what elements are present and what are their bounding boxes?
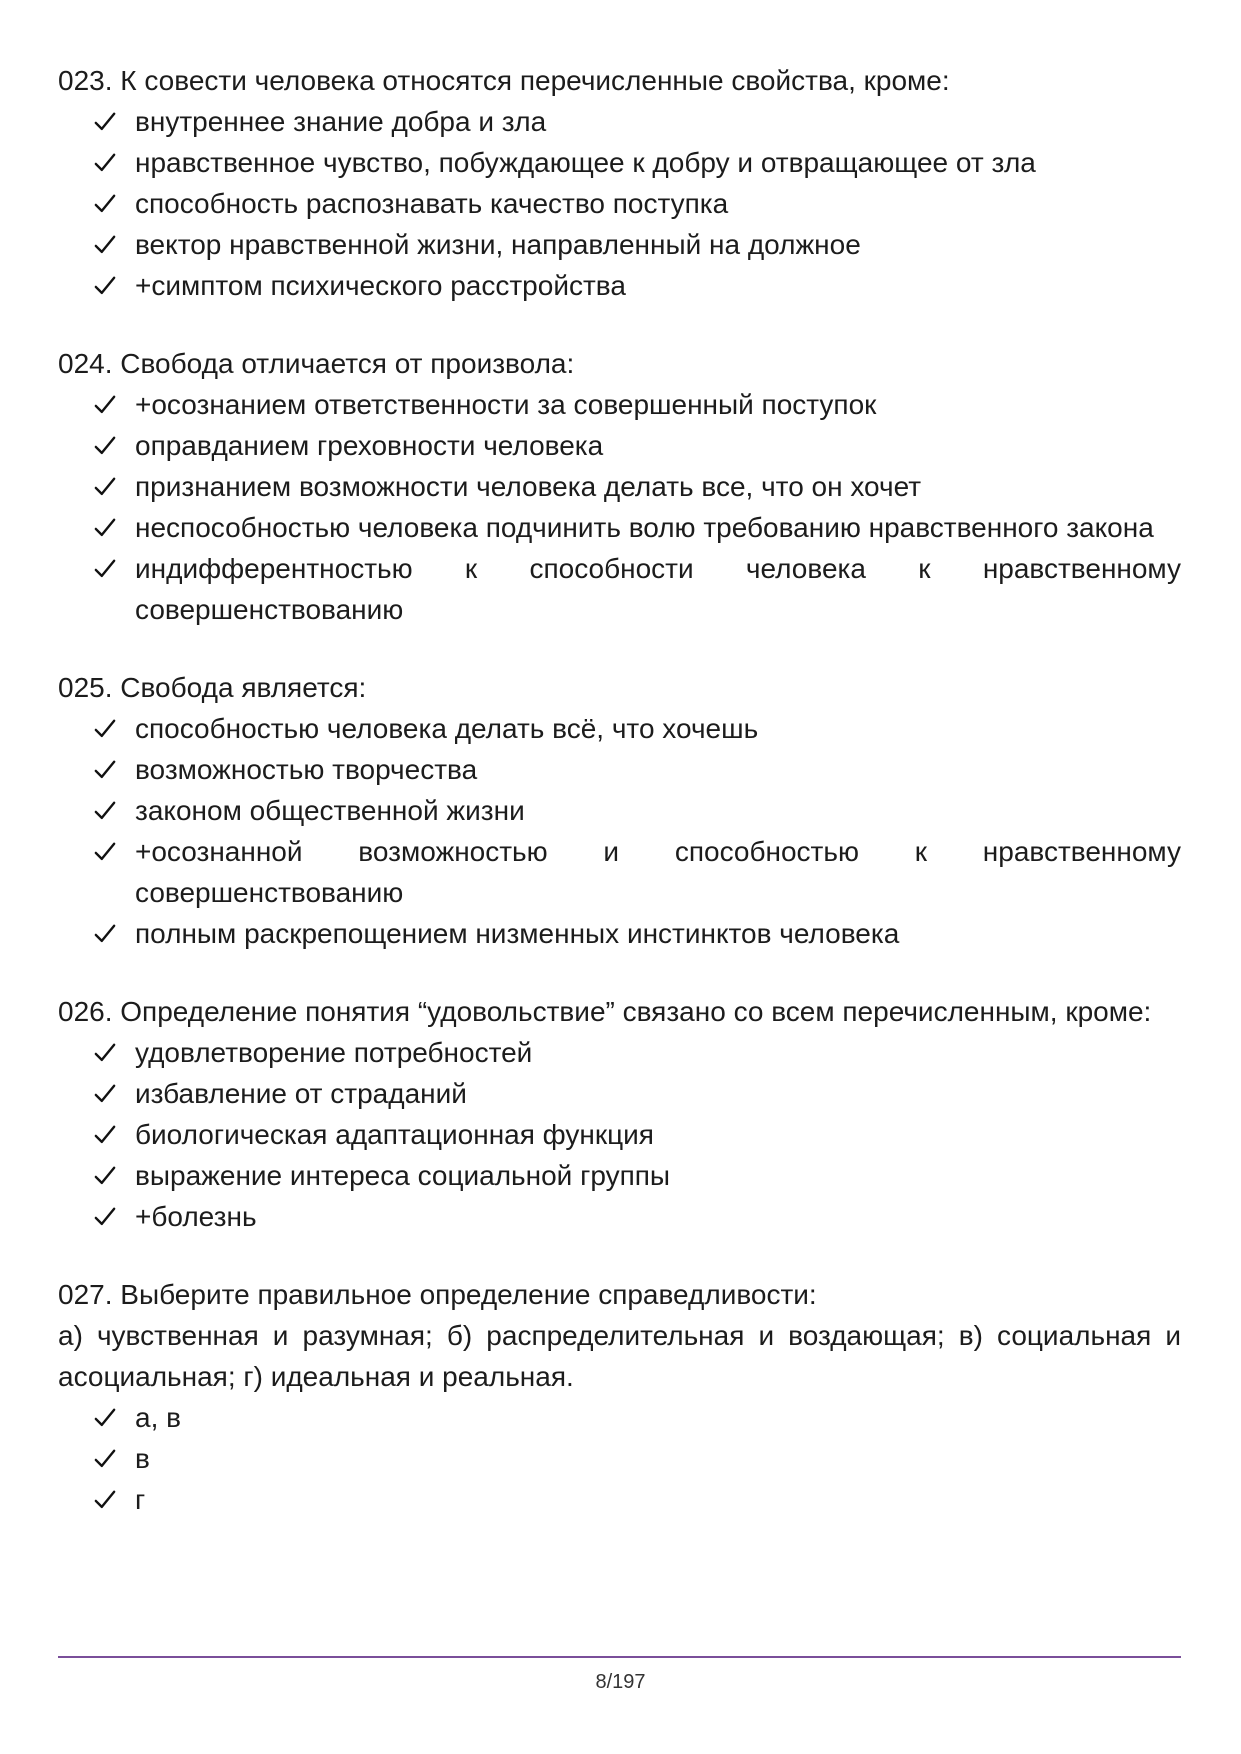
checkmark-icon [94, 1196, 120, 1237]
checkmark-icon [94, 1438, 120, 1479]
option-text: удовлетворение потребностей [135, 1037, 533, 1068]
option-text: оправданием греховности человека [135, 430, 604, 461]
checkmark-icon [94, 425, 120, 466]
checkmark-icon [94, 101, 120, 142]
question-025 [58, 667, 1181, 954]
checkmark-icon [94, 265, 120, 306]
document-page [58, 60, 1181, 1557]
footer-divider [58, 1656, 1181, 1658]
option-item [58, 708, 1181, 749]
question-title: 026. Определение понятия “удовольствие” связано со всем перечисленным, кроме: [58, 996, 1152, 1027]
option-text: способность распознавать качество поступка [135, 188, 729, 219]
checkmark-icon [94, 224, 120, 265]
option-item [58, 790, 1181, 831]
option-item [58, 384, 1181, 425]
option-item [58, 224, 1181, 265]
option-item [58, 749, 1181, 790]
option-list [58, 384, 1181, 630]
option-item [58, 425, 1181, 466]
option-text: возможностью творчества [135, 754, 478, 785]
checkmark-icon [94, 1114, 120, 1155]
option-item [58, 1155, 1181, 1196]
option-item [58, 101, 1181, 142]
checkmark-icon [94, 183, 120, 224]
option-text: биологическая адаптационная функция [135, 1119, 654, 1150]
checkmark-icon [94, 1073, 120, 1114]
question-title: 023. К совести человека относятся перечисленные свойства, кроме: [58, 65, 950, 96]
option-text: +симптом психического расстройства [135, 270, 626, 301]
checkmark-icon [94, 384, 120, 425]
option-list [58, 101, 1181, 306]
option-item [58, 183, 1181, 224]
checkmark-icon [94, 142, 120, 183]
option-text: признанием возможности человека делать все, что он хочет [135, 471, 922, 502]
option-text: выражение интереса социальной группы [135, 1160, 671, 1191]
question-title: 025. Свобода является: [58, 672, 367, 703]
option-text: вектор нравственной жизни, направленный на должное [135, 229, 861, 260]
option-text: в [135, 1443, 150, 1474]
checkmark-icon [94, 790, 120, 831]
checkmark-icon [94, 548, 120, 589]
checkmark-icon [94, 1479, 120, 1520]
checkmark-icon [94, 507, 120, 548]
option-text: +осознанием ответственности за совершенный поступок [135, 389, 877, 420]
option-list [58, 708, 1181, 954]
option-item [58, 1032, 1181, 1073]
page-number: 8/197 [595, 1671, 646, 1693]
option-text: полным раскрепощением низменных инстинктов человека [135, 918, 900, 949]
option-item [58, 466, 1181, 507]
option-text: неспособностью человека подчинить волю требованию нравственного закона [135, 512, 1154, 543]
question-title: 027. Выберите правильное определение справедливости: [58, 1279, 817, 1310]
checkmark-icon [94, 708, 120, 749]
checkmark-icon [94, 1397, 120, 1438]
option-item [58, 831, 1181, 913]
option-list [58, 1032, 1181, 1237]
option-item [58, 1397, 1181, 1438]
option-text: +болезнь [135, 1201, 257, 1232]
option-text: г [135, 1484, 146, 1515]
option-text: нравственное чувство, побуждающее к добру и отвращающее от зла [135, 147, 1036, 178]
option-text: избавление от страданий [135, 1078, 467, 1109]
option-item [58, 142, 1181, 183]
option-text: способностью человека делать всё, что хочешь [135, 713, 759, 744]
option-item [58, 548, 1181, 630]
option-item [58, 1114, 1181, 1155]
question-title: 024. Свобода отличается от произвола: [58, 348, 575, 379]
checkmark-icon [94, 831, 120, 872]
question-variants: а) чувственная и разумная; б) распределительная и воздающая; в) социальная и асоциальная; г) идеальная и реальная. [58, 1320, 1181, 1392]
question-023 [58, 60, 1181, 306]
option-text: законом общественной жизни [135, 795, 525, 826]
option-text: +осознанной возможностью и способностью к нравственному совершенствованию [135, 836, 1181, 908]
option-item [58, 1479, 1181, 1520]
question-027 [58, 1274, 1181, 1520]
option-item [58, 1196, 1181, 1237]
checkmark-icon [94, 466, 120, 507]
option-item [58, 913, 1181, 954]
option-item [58, 265, 1181, 306]
option-item [58, 507, 1181, 548]
option-text: внутреннее знание добра и зла [135, 106, 547, 137]
option-item [58, 1073, 1181, 1114]
question-026 [58, 991, 1181, 1237]
option-list [58, 1397, 1181, 1520]
option-text: индифферентностью к способности человека к нравственному совершенствованию [135, 553, 1181, 625]
checkmark-icon [94, 1155, 120, 1196]
option-text: а, в [135, 1402, 182, 1433]
checkmark-icon [94, 913, 120, 954]
checkmark-icon [94, 1032, 120, 1073]
checkmark-icon [94, 749, 120, 790]
question-024 [58, 343, 1181, 630]
option-item [58, 1438, 1181, 1479]
